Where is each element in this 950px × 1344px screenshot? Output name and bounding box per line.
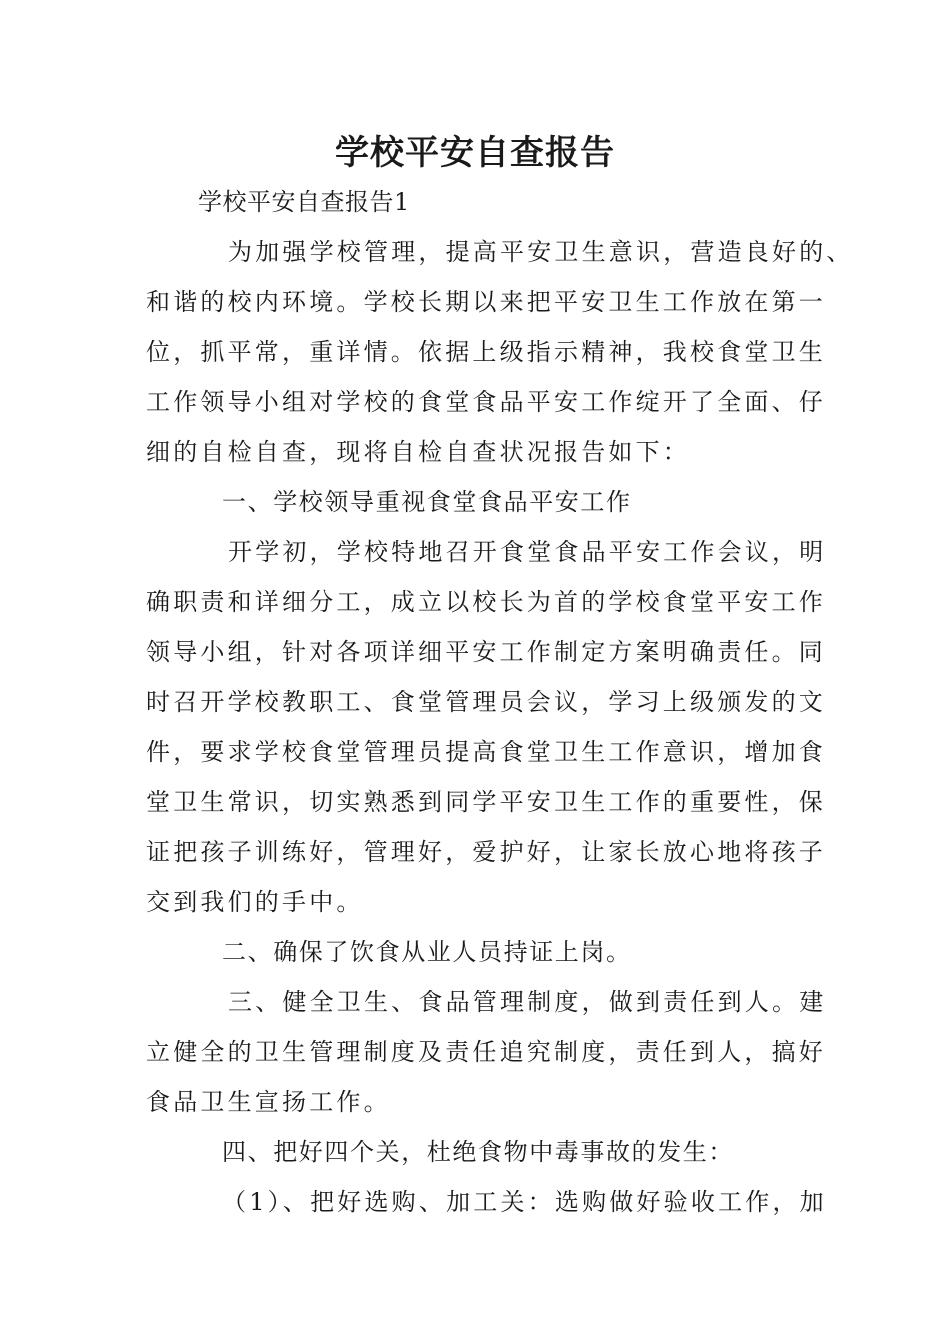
section-heading: 二、确保了饮食从业人员持证上岗。 (222, 938, 632, 966)
paragraph-line: 食品卫生宣扬工作。 (146, 1088, 391, 1116)
paragraph-line: 开学初，学校特地召开食堂食品平安工作会议，明 (228, 538, 827, 566)
paragraph-line: （1）、把好选购、加工关：选购做好验收工作，加 (222, 1188, 827, 1216)
paragraph-line: 堂卫生常识，切实熟悉到同学平安卫生工作的重要性，保 (146, 788, 826, 816)
paragraph-line: 领导小组，针对各项详细平安工作制定方案明确责任。同 (146, 638, 826, 666)
paragraph-line: 细的自检自查，现将自检自查状况报告如下： (146, 438, 690, 466)
paragraph-line: 位，抓平常，重详情。依据上级指示精神，我校食堂卫生 (146, 338, 826, 366)
document-subtitle: 学校平安自查报告1 (198, 188, 410, 216)
paragraph-line: 工作领导小组对学校的食堂食品平安工作绽开了全面、仔 (146, 388, 826, 416)
section-heading: 四、把好四个关，杜绝食物中毒事故的发生： (222, 1138, 734, 1166)
paragraph-line: 立健全的卫生管理制度及责任追究制度，责任到人，搞好 (146, 1038, 826, 1066)
paragraph-line: 时召开学校教职工、食堂管理员会议，学习上级颁发的文 (146, 688, 826, 716)
paragraph-line: 确职责和详细分工，成立以校长为首的学校食堂平安工作 (146, 588, 826, 616)
section-heading: 一、学校领导重视食堂食品平安工作 (222, 488, 632, 516)
document-title: 学校平安自查报告 (335, 133, 615, 173)
paragraph-line: 和谐的校内环境。学校长期以来把平安卫生工作放在第一 (146, 288, 826, 316)
paragraph-line: 交到我们的手中。 (146, 888, 364, 916)
paragraph-line: 证把孩子训练好，管理好，爱护好，让家长放心地将孩子 (146, 838, 826, 866)
paragraph-line: 三、健全卫生、食品管理制度，做到责任到人。建 (228, 988, 827, 1016)
paragraph-line: 为加强学校管理，提高平安卫生意识，营造良好的、 (228, 238, 854, 266)
paragraph-line: 件，要求学校食堂管理员提高食堂卫生工作意识，增加食 (146, 738, 826, 766)
